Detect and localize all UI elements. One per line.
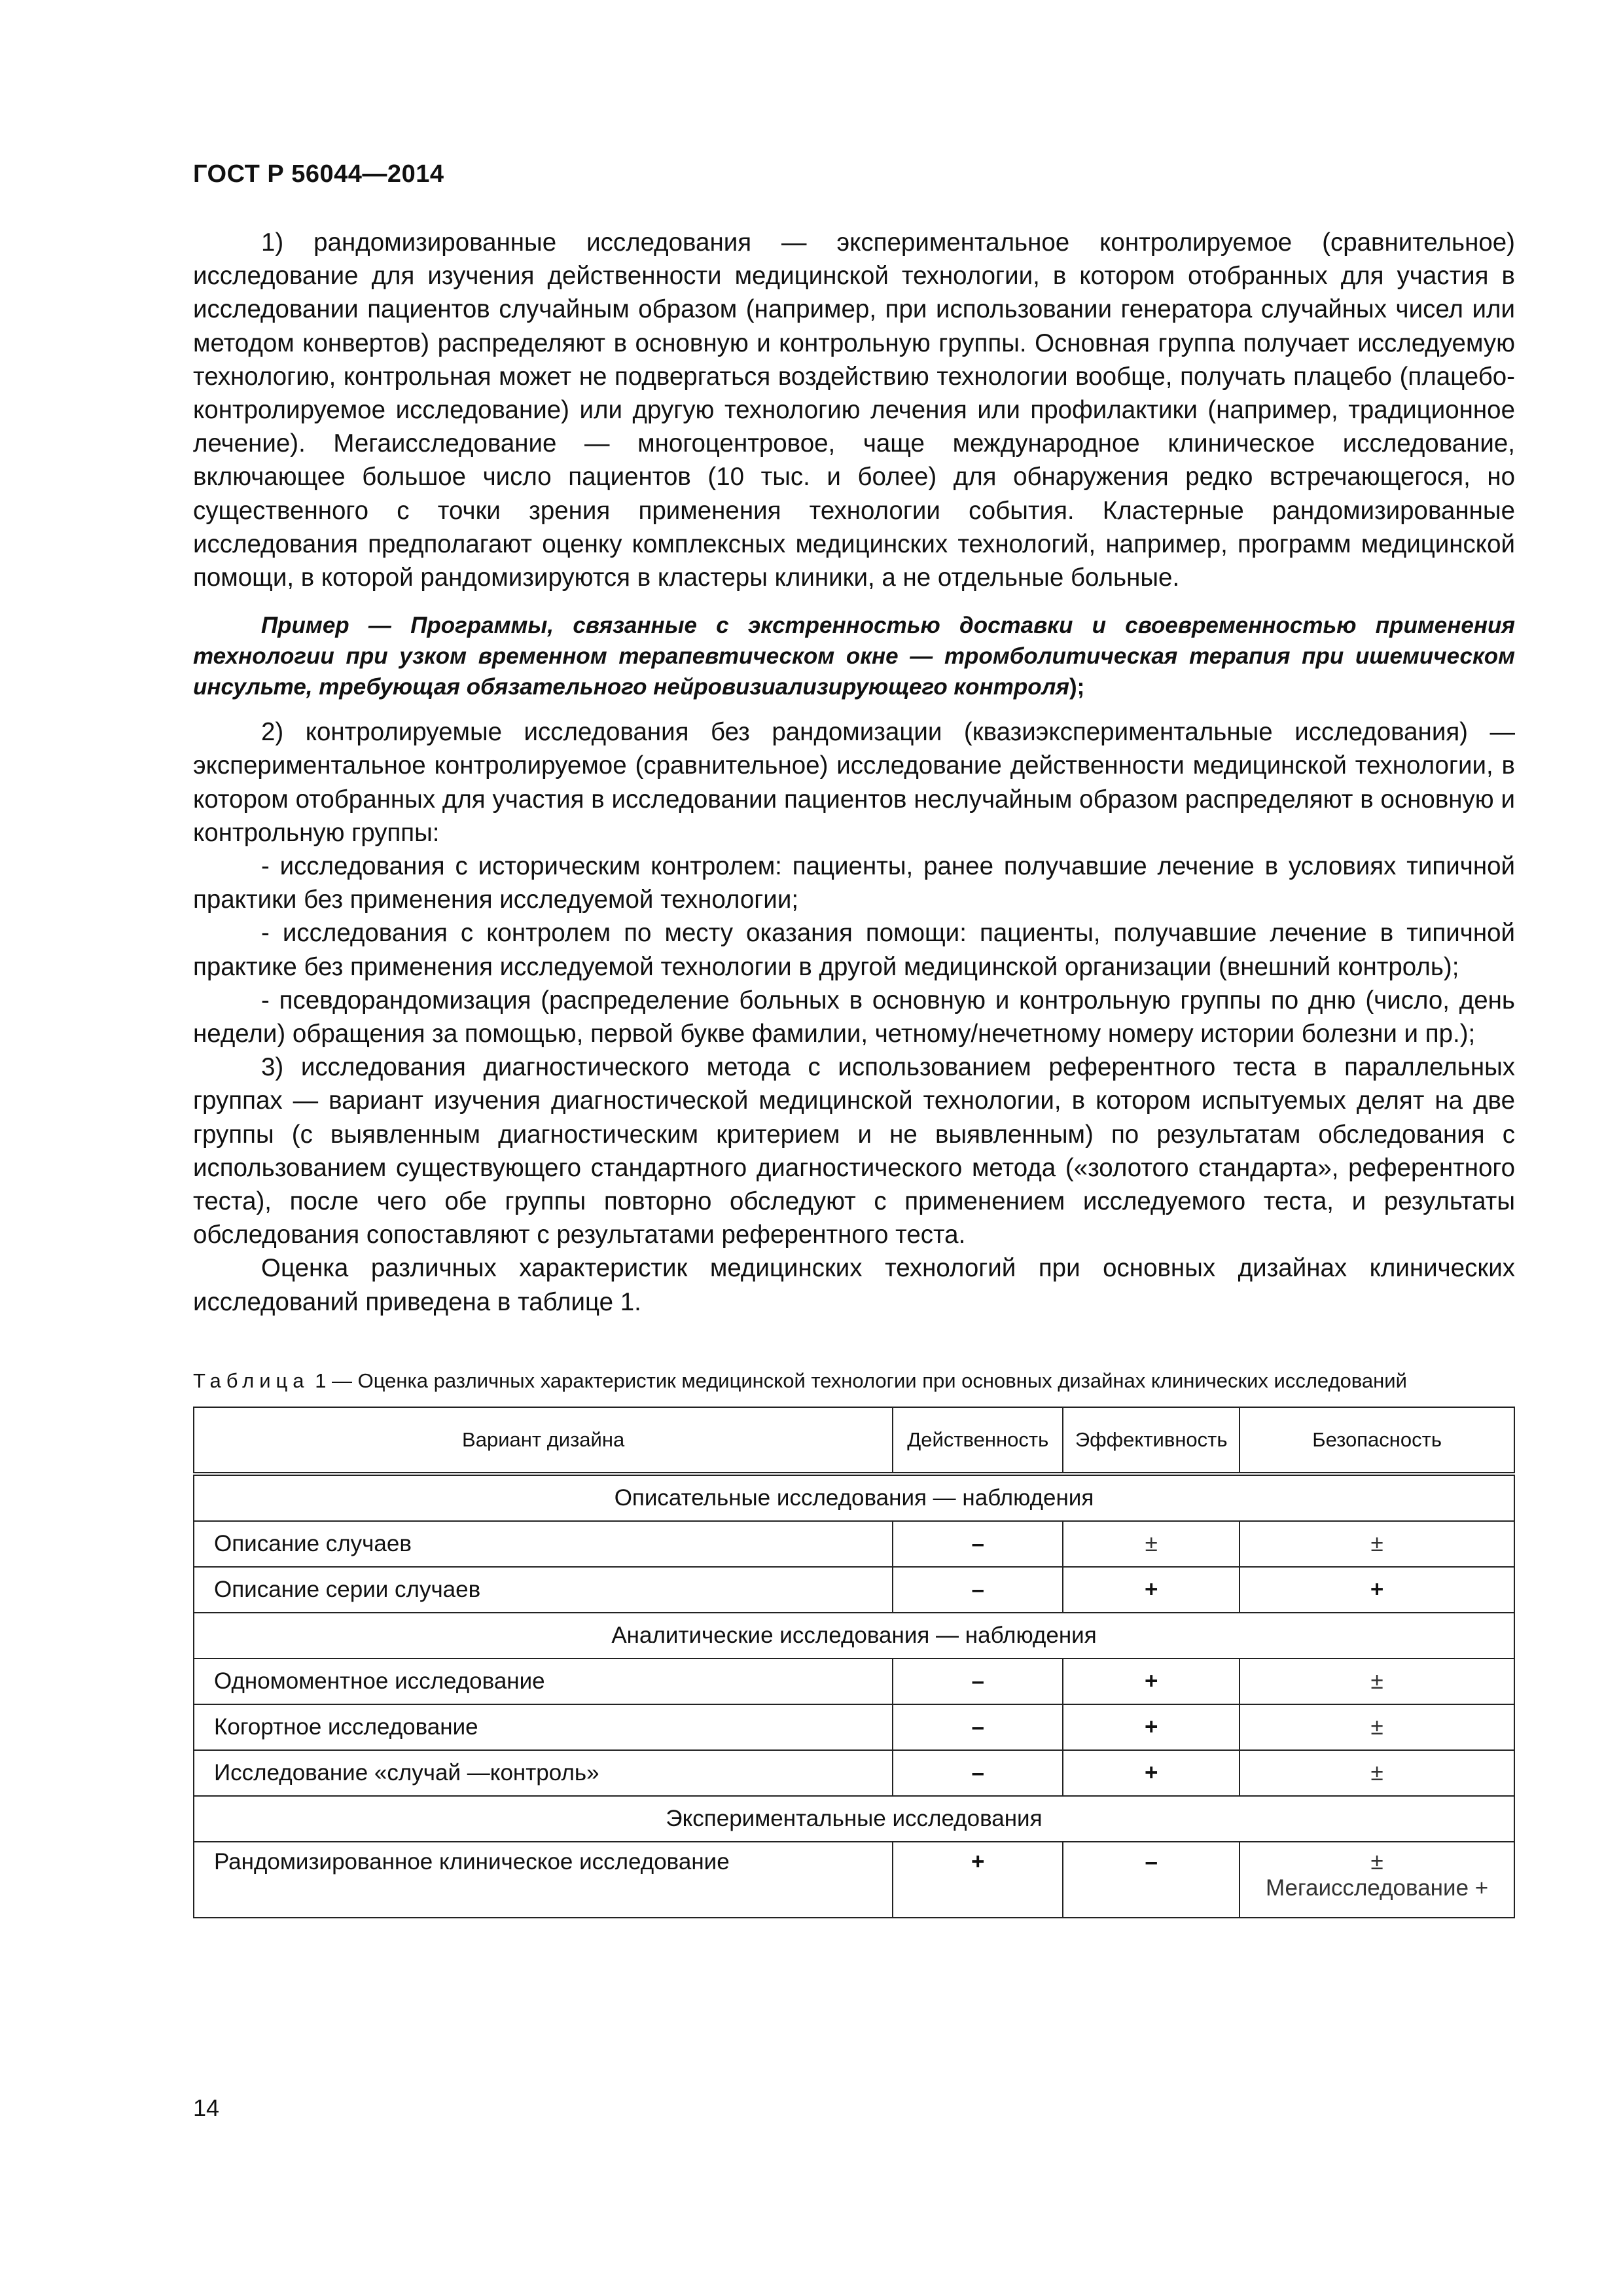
group-row <box>194 1796 1514 1842</box>
example-text: Пример — Программы, связанные с экстренностью доставки и своевременностью применения технологии при узком временном терапевтическом окне — тромболитическая терапия при ишемическом инсульте, требующая обязательного нейровизиализирующего контроля <box>193 613 1515 700</box>
row-design-name: Описание случаев <box>194 1521 893 1567</box>
header-safety: Безопасность <box>1240 1407 1514 1474</box>
cell-efficacy: – <box>893 1704 1063 1750</box>
document-code: ГОСТ Р 56044—2014 <box>193 160 444 188</box>
paragraph-controlled: 2) контролируемые исследования без рандомизации (квазиэкспериментальные исследования) — экспериментальное контролируемое (сравнительное) исследование действенности медицинской технологии, в котором отобранных для участия в исследовании пациентов неслучайным образом распределяют в основную и контрольную группы: <box>193 718 1515 847</box>
header-effectiveness: Эффективность <box>1063 1407 1240 1474</box>
cell-safety-value: ± <box>1370 1848 1383 1874</box>
cell-safety: ± <box>1240 1704 1514 1750</box>
paragraph-randomized: 1) рандомизированные исследования — экспериментальное контролируемое (сравнительное) исследование для изучения действенности медицинской технологии, в котором отобранных для участия в исследовании пациентов случайным образом (например, при использовании генератора случайных чисел или методом конвертов) распределяют в основную и контрольную группы. Основная группа получает исследуемую технологию, контрольная может не подвергаться воздействию технологии вообще, получать плацебо (плацебо-контролируемое исследование) или другую технологию лечения или профилактики (например, традиционное лечение). Мегаисследование — многоцентровое, чаще международное клиническое исследование, включающее большое число пациентов (10 тыс. и более) для обнаружения редко встречающегося, но существенного с точки зрения применения технологии события. Кластерные рандомизированные исследования предполагают оценку комплексных медицинских технологий, например, программ медицинской помощи, в которой рандомизируются в кластеры клиники, а не отдельные больные. <box>193 228 1515 592</box>
cell-effectiveness: – <box>1063 1842 1240 1918</box>
page-number: 14 <box>193 2094 220 2121</box>
example-note <box>193 610 1515 702</box>
table-caption-text: 1 — Оценка различных характеристик медицинской технологии при основных дизайнах клинических исследований <box>315 1369 1407 1392</box>
row-design-name: Описание серии случаев <box>194 1567 893 1613</box>
table-row <box>194 1704 1514 1750</box>
group-row <box>194 1474 1514 1521</box>
row-design-name: Когортное исследование <box>194 1704 893 1750</box>
cell-efficacy: + <box>893 1842 1063 1918</box>
table-row <box>194 1659 1514 1704</box>
cell-safety: ± <box>1240 1659 1514 1704</box>
table-row <box>194 1521 1514 1567</box>
table-row <box>194 1842 1514 1918</box>
cell-efficacy: – <box>893 1567 1063 1613</box>
group-analytical: Аналитические исследования — наблюдения <box>194 1613 1514 1659</box>
table-caption <box>193 1367 1515 1395</box>
cell-safety: + <box>1240 1567 1514 1613</box>
cell-safety-note: Мегаисследование + <box>1265 1874 1489 1901</box>
group-descriptive: Описательные исследования — наблюдения <box>194 1474 1514 1521</box>
table-row <box>194 1750 1514 1796</box>
header-efficacy: Действенность <box>893 1407 1063 1474</box>
row-design-name: Исследование «случай —контроль» <box>194 1750 893 1796</box>
group-row <box>194 1613 1514 1659</box>
cell-safety <box>1240 1842 1514 1918</box>
table-row <box>194 1567 1514 1613</box>
cell-safety: ± <box>1240 1750 1514 1796</box>
cell-efficacy: – <box>893 1521 1063 1567</box>
header-design: Вариант дизайна <box>194 1407 893 1474</box>
paragraph-table-reference: Оценка различных характеристик медицинских технологий при основных дизайнах клинических исследований приведена в таблице 1. <box>193 1254 1515 1316</box>
cell-effectiveness: + <box>1063 1659 1240 1704</box>
cell-safety: ± <box>1240 1521 1514 1567</box>
example-tail: ); <box>1069 674 1085 700</box>
table-caption-label: Таблица <box>193 1369 310 1392</box>
list-item-site-control: - исследования с контролем по месту оказания помощи: пациенты, получавшие лечение в типичной практике без применения исследуемой технологии в другой медицинской организации (внешний контроль); <box>193 919 1515 981</box>
cell-effectiveness: + <box>1063 1750 1240 1796</box>
cell-effectiveness: + <box>1063 1567 1240 1613</box>
list-item-historical-control: - исследования с историческим контролем: пациенты, ранее получавшие лечение в условиях типичной практики без применения исследуемой технологии; <box>193 852 1515 914</box>
row-design-name: Рандомизированное клиническое исследование <box>194 1842 893 1918</box>
page-body <box>193 226 1515 1918</box>
row-design-name: Одномоментное исследование <box>194 1659 893 1704</box>
design-evaluation-table <box>193 1407 1515 1918</box>
cell-effectiveness: ± <box>1063 1521 1240 1567</box>
list-item-pseudorandomization: - псевдорандомизация (распределение больных в основную и контрольную группы по дню (число, день недели) обращения за помощью, первой букве фамилии, четному/нечетному номеру истории болезни и пр.); <box>193 986 1515 1049</box>
cell-efficacy: – <box>893 1750 1063 1796</box>
table-header-row <box>194 1407 1514 1474</box>
cell-efficacy: – <box>893 1659 1063 1704</box>
group-experimental: Экспериментальные исследования <box>194 1796 1514 1842</box>
paragraph-diagnostic: 3) исследования диагностического метода с использованием референтного теста в параллельных группах — вариант изучения диагностической медицинской технологии, в котором испытуемых делят на две группы (с выявленным диагностическим критерием и не выявленным) по результатам обследования с использованием существующего стандартного диагностического метода («золотого стандарта», референтного теста), после чего обе группы повторно обследуют с применением исследуемого теста, и результаты обследования сопоставляют с результатами референтного теста. <box>193 1053 1515 1249</box>
cell-effectiveness: + <box>1063 1704 1240 1750</box>
